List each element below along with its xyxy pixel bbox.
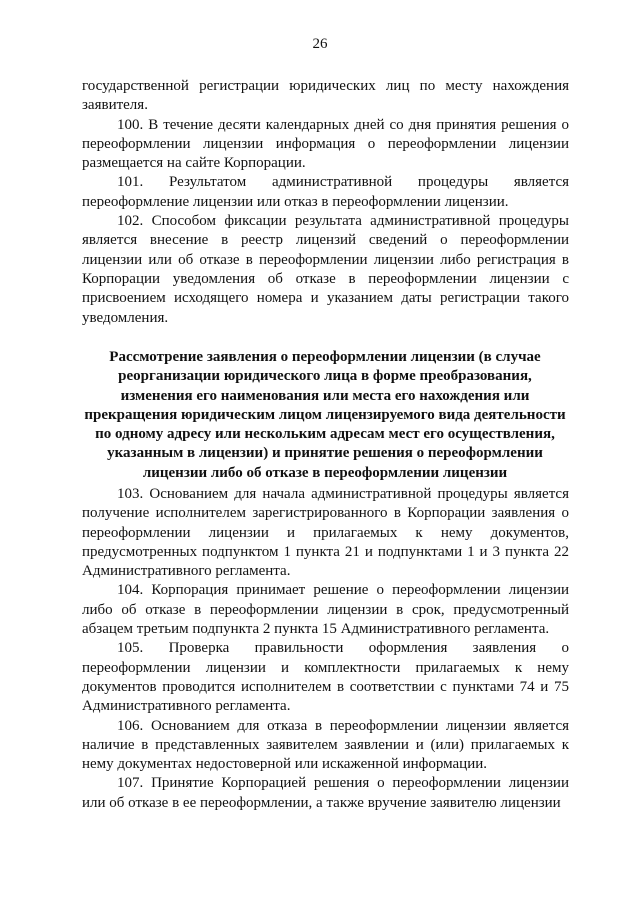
paragraph: 101. Результатом административной процедуры является переоформление лицензии или отказ в переоформлении лицензии. (82, 174, 569, 210)
heading-line: указанным в лицензии) и принятие решения о переоформлении (107, 445, 543, 462)
page-number: 26 (312, 36, 328, 52)
heading-line: лицензии либо об отказе в переоформлении лицензии (142, 464, 508, 481)
paragraph: 105. Проверка правильности оформления заявления о переоформлении лицензии и комплектности прилагаемых к нему документов проводится исполнителем в соответствии с пунктами 74 и 75 Административного регламента. (82, 640, 569, 715)
heading-line: по одному адресу или нескольким адресам мест его осуществления, (95, 426, 555, 443)
paragraph: 107. Принятие Корпорацией решения о переоформлении лицензии или об отказе в ее переоформлении, а также вручение заявителю лицензии (82, 775, 569, 811)
heading-line: реорганизации юридического лица в форме преобразования, (118, 368, 532, 385)
heading-line: изменения его наименования или места его нахождения или (120, 387, 530, 404)
paragraph: государственной регистрации юридических лиц по месту нахождения заявителя. (82, 78, 569, 114)
paragraph: 103. Основанием для начала административной процедуры является получение исполнителем зарегистрированного в Корпорации заявления о переоформлении лицензии и прилагаемых к нему документов, предусмотренных подпунктом 1 пункта 21 и подпунктами 1 и 3 пункта 22 Административного регламента. (82, 486, 569, 580)
body-text-upper (82, 77, 569, 328)
paragraph: 102. Способом фиксации результата административной процедуры является внесение в реестр лицензий сведений о переоформлении лицензии или об отказе в переоформлении лицензии либо регистрация в Корпорации уведомления об отказе в переоформлении лицензии с присвоением исходящего номера и указанием даты регистрации такого уведомления. (82, 213, 569, 326)
paragraph: 106. Основанием для отказа в переоформлении лицензии является наличие в представленных заявителем заявлении и (или) прилагаемых к нему документах недостоверной или искаженной информации. (82, 717, 569, 773)
heading-line: прекращения юридическим лицом лицензируемого вида деятельности (84, 406, 566, 423)
paragraph: 100. В течение десяти календарных дней со дня принятия решения о переоформлении лицензии информация о переоформлении лицензии размещается на сайте Корпорации. (82, 116, 569, 172)
section-heading (80, 348, 570, 483)
paragraph: 104. Корпорация принимает решение о переоформлении лицензии либо об отказе в переоформлении лицензии в срок, предусмотренный абзацем третьим подпункта 2 пункта 15 Административного регламента. (82, 582, 569, 638)
body-text-lower (82, 485, 569, 813)
heading-line: Рассмотрение заявления о переоформлении лицензии (в случае (109, 349, 541, 365)
